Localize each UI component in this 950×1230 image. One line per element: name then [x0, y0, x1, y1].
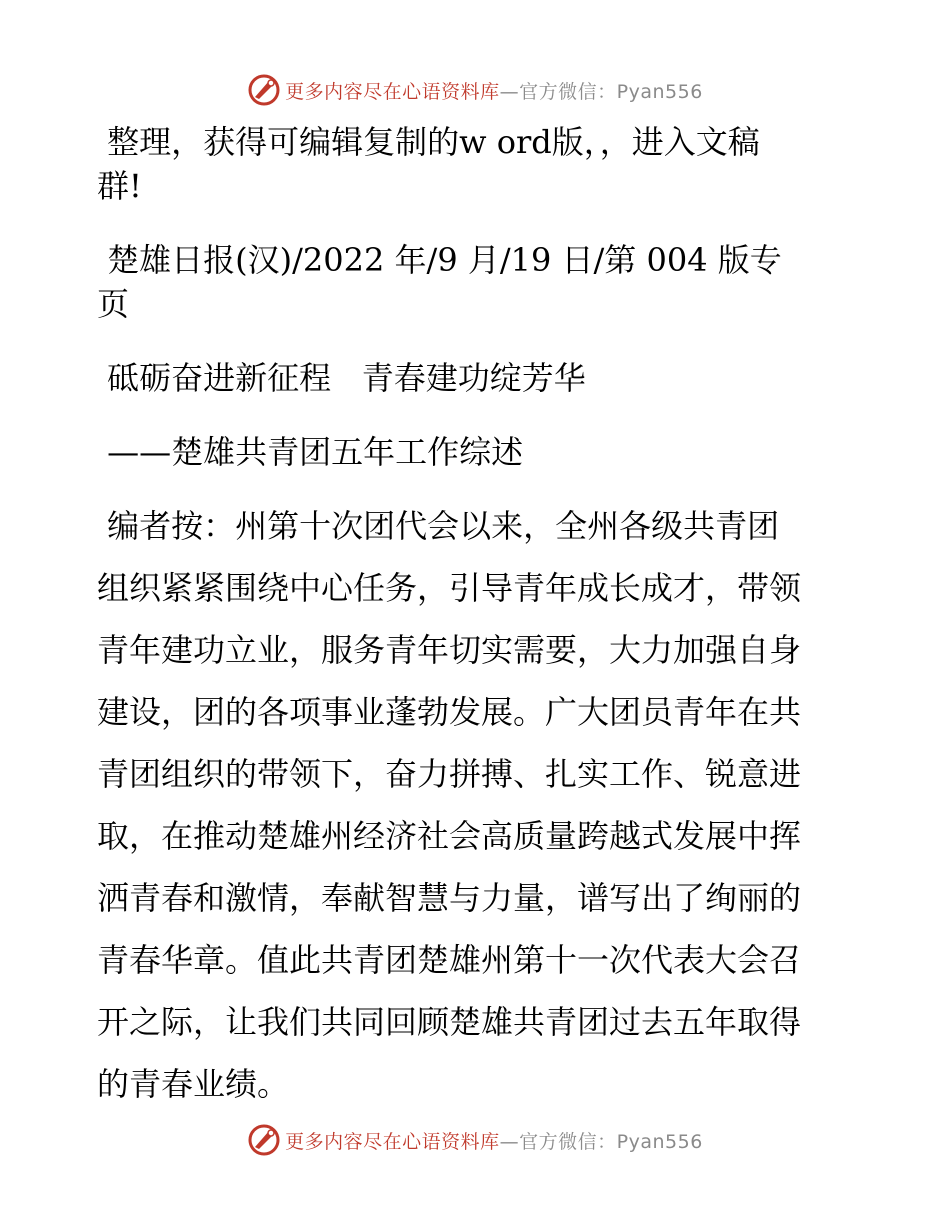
article-title: 砥砺奋进新征程 青春建功绽芳华 [97, 359, 586, 397]
source-line: 楚雄日报(汉)/2022 年/9 月/19 日/第 004 版专 [97, 241, 782, 279]
logo-icon [247, 1123, 281, 1157]
source-line: 页 [97, 285, 130, 323]
article-subtitle: ——楚雄共青团五年工作综述 [97, 433, 524, 471]
paragraph-line: 青团组织的带领下，奋力拼搏、扎实工作、锐意进 [97, 755, 802, 793]
watermark-header [0, 70, 950, 110]
document-body [97, 120, 857, 1106]
watermark-gray-text: —官方微信：Pyan556 [499, 80, 703, 103]
watermark-red-text: 更多内容尽在心语资料库 [285, 80, 500, 103]
paragraph-line: 编者按：州第十次团代会以来，全州各级共青团 [97, 507, 780, 545]
paragraph-line: 洒青春和激情，奉献智慧与力量，谱写出了绚丽的 [97, 879, 802, 917]
paragraph-line: 青春华章。值此共青团楚雄州第十一次代表大会召 [97, 941, 802, 979]
paragraph-line: 青年建功立业，服务青年切实需要，大力加强自身 [97, 631, 802, 669]
paragraph-line: 建设，团的各项事业蓬勃发展。广大团员青年在共 [97, 693, 802, 731]
text-line: 整理，获得可编辑复制的w ord版，，进入文稿 [97, 123, 760, 161]
watermark-red-text: 更多内容尽在心语资料库 [285, 1130, 500, 1153]
paragraph-line: 组织紧紧围绕中心任务，引导青年成长成才，带领 [97, 569, 802, 607]
paragraph-line: 开之际，让我们共同回顾楚雄共青团过去五年取得 [97, 1003, 802, 1041]
paragraph-line: 取，在推动楚雄州经济社会高质量跨越式发展中挥 [97, 817, 802, 855]
watermark-gray-text: —官方微信：Pyan556 [499, 1130, 703, 1153]
text-line: 群! [97, 167, 142, 205]
watermark-footer [0, 1120, 950, 1160]
paragraph-line: 的青春业绩。 [97, 1065, 290, 1103]
logo-icon [247, 73, 281, 107]
